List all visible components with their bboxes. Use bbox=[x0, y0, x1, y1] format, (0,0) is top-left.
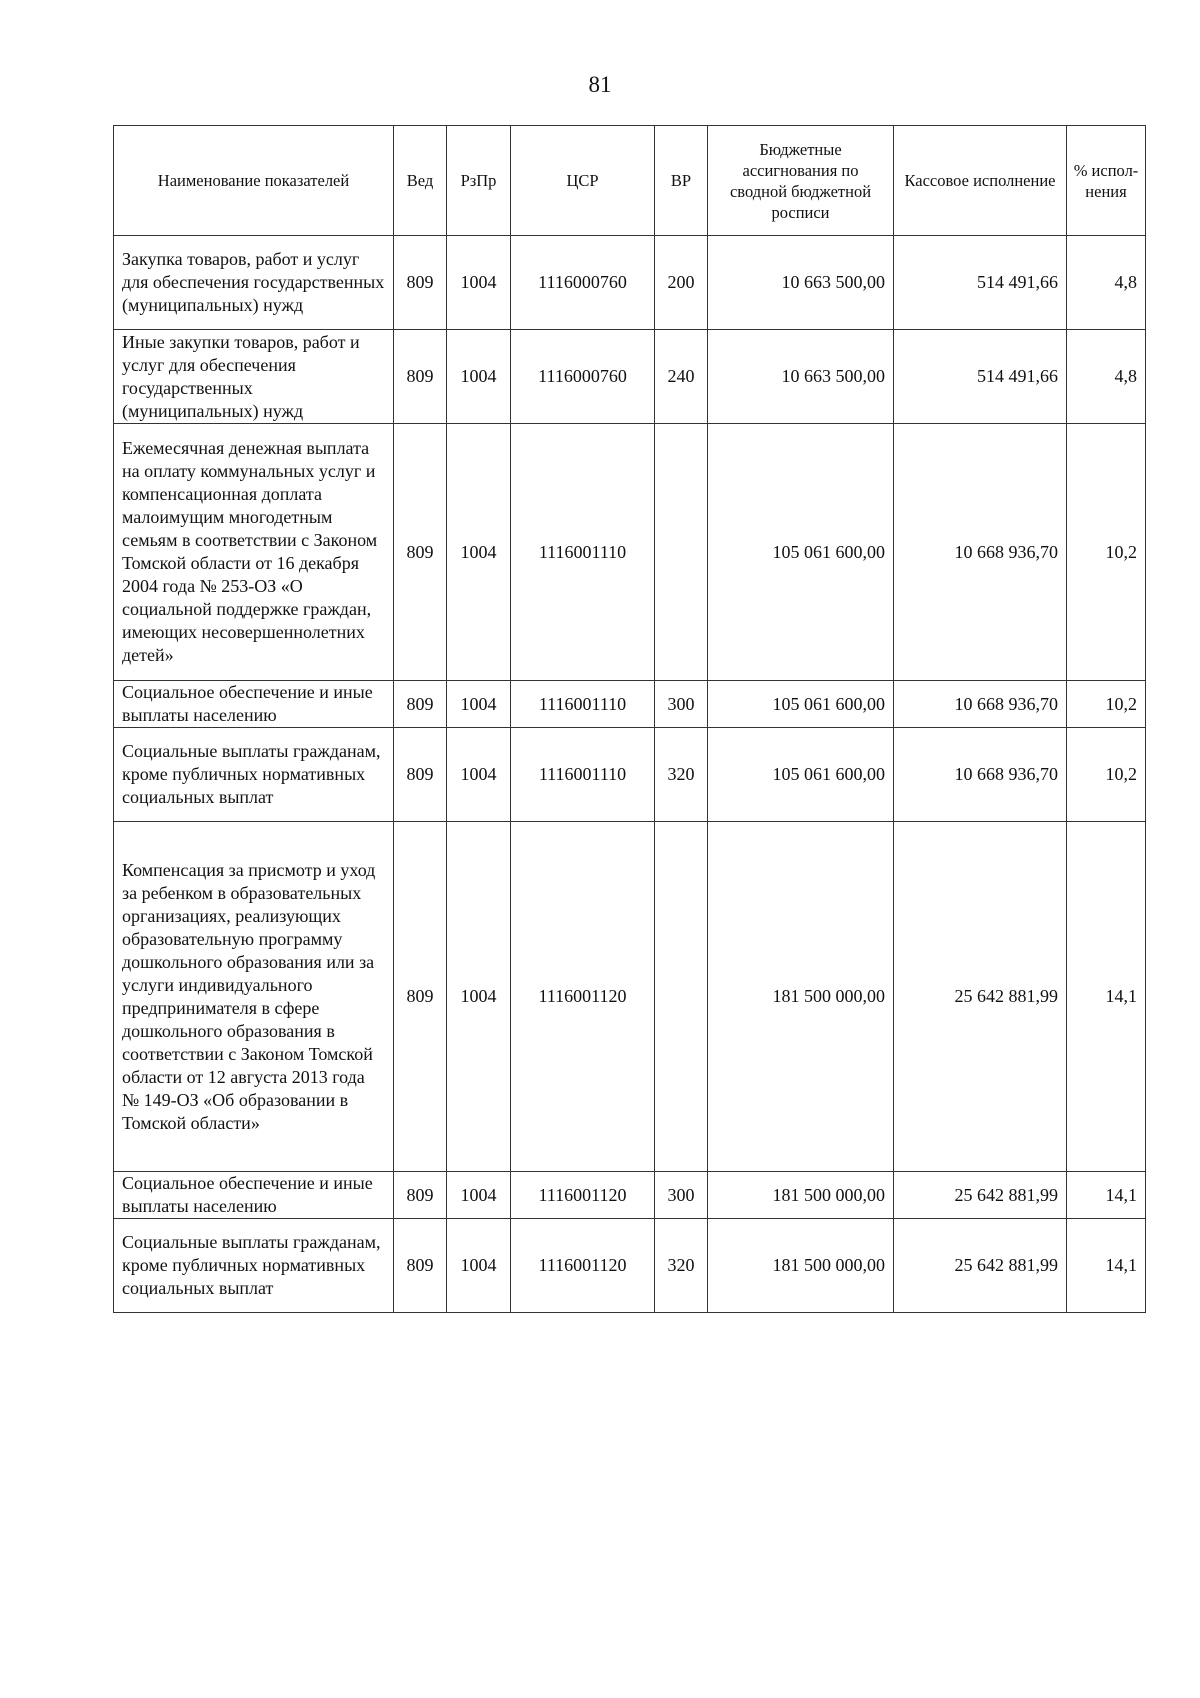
cell-csr: 1116001110 bbox=[511, 424, 655, 681]
cell-ved: 809 bbox=[394, 728, 447, 822]
cell-budget: 10 663 500,00 bbox=[708, 236, 894, 330]
table-row bbox=[114, 424, 1146, 681]
cell-budget: 181 500 000,00 bbox=[708, 1172, 894, 1219]
cell-cash: 10 668 936,70 bbox=[894, 728, 1067, 822]
header-csr: ЦСР bbox=[511, 126, 655, 236]
cell-budget: 181 500 000,00 bbox=[708, 1219, 894, 1313]
cell-cash: 514 491,66 bbox=[894, 330, 1067, 424]
cell-csr: 1116001110 bbox=[511, 681, 655, 728]
cell-cash: 25 642 881,99 bbox=[894, 1219, 1067, 1313]
cell-pct: 10,2 bbox=[1067, 681, 1146, 728]
cell-cash: 514 491,66 bbox=[894, 236, 1067, 330]
cell-pct: 10,2 bbox=[1067, 728, 1146, 822]
page-number: 81 bbox=[588, 72, 612, 97]
cell-pct: 4,8 bbox=[1067, 236, 1146, 330]
header-vr: ВР bbox=[655, 126, 708, 236]
table-row bbox=[114, 236, 1146, 330]
cell-name: Ежемесячная денежная выплата на оплату коммунальных услуг и компенсационная доплата малоимущим многодетным семьям в соответствии с Законом Томской области от 16 декабря 2004 года № 253-ОЗ «О социальной поддержке граждан, имеющих несовершеннолетних детей» bbox=[114, 424, 394, 681]
cell-pct: 14,1 bbox=[1067, 1172, 1146, 1219]
cell-rzpr: 1004 bbox=[447, 236, 511, 330]
cell-ved: 809 bbox=[394, 822, 447, 1172]
cell-csr: 1116001110 bbox=[511, 728, 655, 822]
cell-vr: 300 bbox=[655, 681, 708, 728]
table-header-row bbox=[114, 126, 1146, 236]
cell-budget: 105 061 600,00 bbox=[708, 728, 894, 822]
cell-rzpr: 1004 bbox=[447, 822, 511, 1172]
table-row bbox=[114, 330, 1146, 424]
cell-name: Социальные выплаты гражданам, кроме публичных нормативных социальных выплат bbox=[114, 728, 394, 822]
cell-vr: 320 bbox=[655, 1219, 708, 1313]
cell-ved: 809 bbox=[394, 681, 447, 728]
cell-rzpr: 1004 bbox=[447, 424, 511, 681]
cell-vr: 240 bbox=[655, 330, 708, 424]
cell-cash: 10 668 936,70 bbox=[894, 681, 1067, 728]
table-row bbox=[114, 681, 1146, 728]
cell-rzpr: 1004 bbox=[447, 330, 511, 424]
header-budget: Бюджетные ассигнования по сводной бюджетной росписи bbox=[708, 126, 894, 236]
cell-rzpr: 1004 bbox=[447, 1219, 511, 1313]
cell-vr: 300 bbox=[655, 1172, 708, 1219]
cell-vr: 200 bbox=[655, 236, 708, 330]
cell-ved: 809 bbox=[394, 330, 447, 424]
table-row bbox=[114, 1172, 1146, 1219]
cell-rzpr: 1004 bbox=[447, 1172, 511, 1219]
table-row bbox=[114, 1219, 1146, 1313]
cell-name: Социальное обеспечение и иные выплаты населению bbox=[114, 1172, 394, 1219]
cell-ved: 809 bbox=[394, 236, 447, 330]
header-cash: Кассовое исполнение bbox=[894, 126, 1067, 236]
cell-cash: 25 642 881,99 bbox=[894, 1172, 1067, 1219]
cell-budget: 105 061 600,00 bbox=[708, 424, 894, 681]
cell-name: Иные закупки товаров, работ и услуг для обеспечения государственных (муниципальных) нужд bbox=[114, 330, 394, 424]
budget-execution-table bbox=[113, 125, 1146, 1313]
cell-rzpr: 1004 bbox=[447, 728, 511, 822]
cell-cash: 10 668 936,70 bbox=[894, 424, 1067, 681]
header-pct: % испол-нения bbox=[1067, 126, 1146, 236]
header-rzpr: РзПр bbox=[447, 126, 511, 236]
cell-vr bbox=[655, 424, 708, 681]
cell-name: Закупка товаров, работ и услуг для обеспечения государственных (муниципальных) нужд bbox=[114, 236, 394, 330]
cell-name: Компенсация за присмотр и уход за ребенком в образовательных организациях, реализующих образовательную программу дошкольного образования или за услуги индивидуального предпринимателя в сфере дошкольного образования в соответствии с Законом Томской области от 12 августа 2013 года № 149-ОЗ «Об образовании в Томской области» bbox=[114, 822, 394, 1172]
cell-csr: 1116001120 bbox=[511, 1219, 655, 1313]
cell-csr: 1116000760 bbox=[511, 236, 655, 330]
cell-csr: 1116001120 bbox=[511, 1172, 655, 1219]
cell-vr bbox=[655, 822, 708, 1172]
cell-ved: 809 bbox=[394, 424, 447, 681]
header-ved: Вед bbox=[394, 126, 447, 236]
cell-pct: 10,2 bbox=[1067, 424, 1146, 681]
table-row bbox=[114, 822, 1146, 1172]
cell-ved: 809 bbox=[394, 1172, 447, 1219]
cell-csr: 1116001120 bbox=[511, 822, 655, 1172]
cell-ved: 809 bbox=[394, 1219, 447, 1313]
cell-name: Социальное обеспечение и иные выплаты населению bbox=[114, 681, 394, 728]
cell-budget: 181 500 000,00 bbox=[708, 822, 894, 1172]
cell-budget: 105 061 600,00 bbox=[708, 681, 894, 728]
cell-pct: 4,8 bbox=[1067, 330, 1146, 424]
cell-cash: 25 642 881,99 bbox=[894, 822, 1067, 1172]
table-row bbox=[114, 728, 1146, 822]
cell-pct: 14,1 bbox=[1067, 1219, 1146, 1313]
cell-budget: 10 663 500,00 bbox=[708, 330, 894, 424]
cell-vr: 320 bbox=[655, 728, 708, 822]
cell-pct: 14,1 bbox=[1067, 822, 1146, 1172]
cell-name: Социальные выплаты гражданам, кроме публичных нормативных социальных выплат bbox=[114, 1219, 394, 1313]
header-name: Наименование показателей bbox=[114, 126, 394, 236]
cell-csr: 1116000760 bbox=[511, 330, 655, 424]
cell-rzpr: 1004 bbox=[447, 681, 511, 728]
